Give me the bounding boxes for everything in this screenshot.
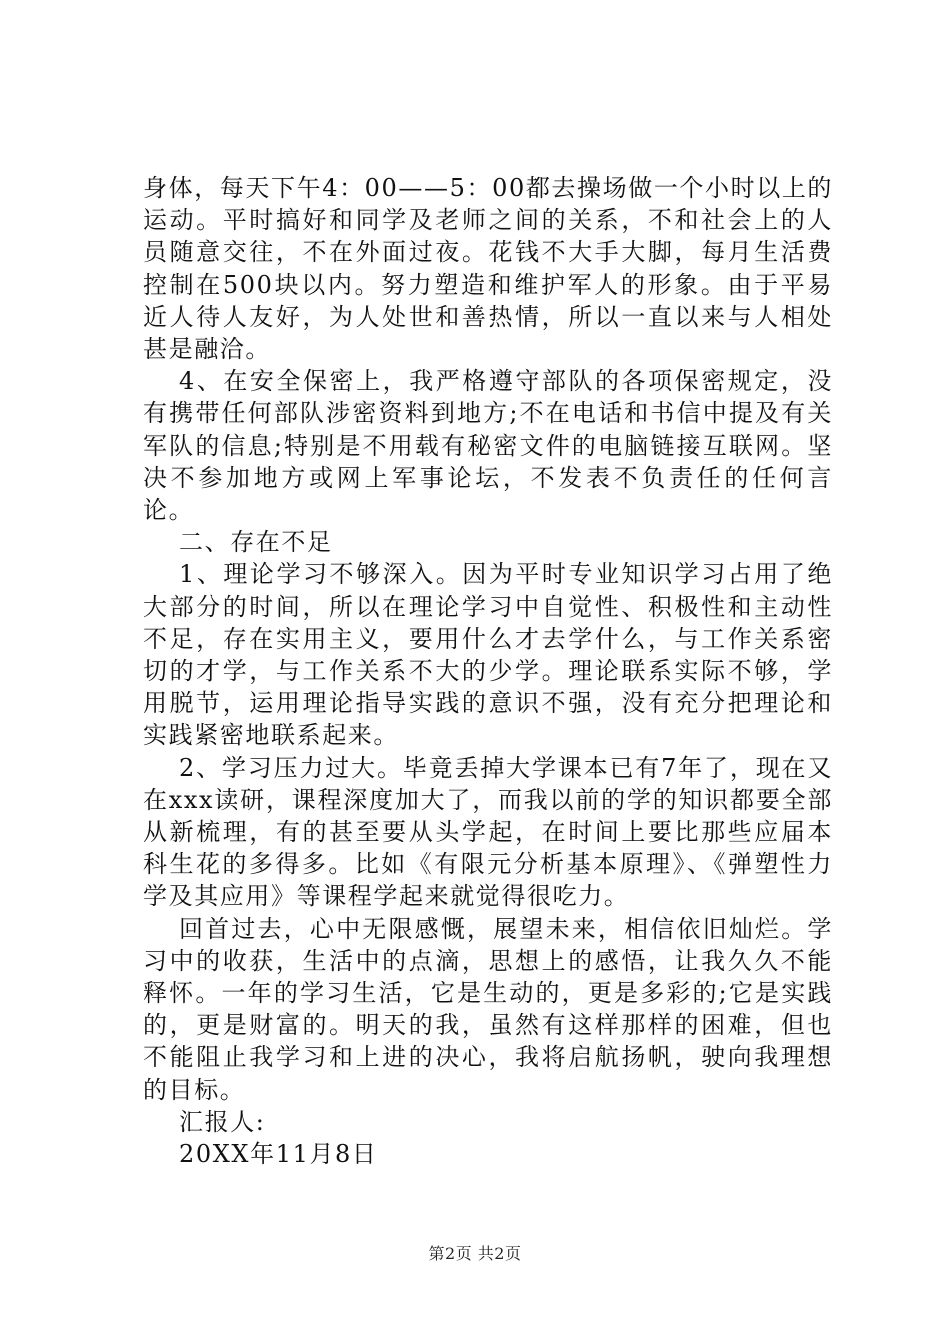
paragraph-conclusion: 回首过去，心中无限感慨，展望未来，相信依旧灿烂。学习中的收获，生活中的点滴，思想上的感悟，让我久久不能释怀。一年的学习生活，它是生动的，更是多彩的;它是实践的，更是财富的。明天的我，虽然有这样那样的困难，但也不能阻止我学习和上进的决心，我将启航扬帆，驶向我理想的目标。 [143,914,833,1104]
section-heading-shortcomings: 二、存在不足 [179,528,333,557]
reporter-label: 汇报人: [179,1107,266,1136]
page-number-footer: 第2页 共2页 [428,1244,522,1263]
paragraph-lifestyle: 身体，每天下午4：00——5：00都去操场做一个小时以上的运动。平时搞好和同学及老师之间的关系，不和社会上的人员随意交往，不在外面过夜。花钱不大手大脚，每月生活费控制在500块以内。努力塑造和维护军人的形象。由于平易近人待人友好，为人处世和善热情，所以一直以来与人相处甚是融洽。 [143,174,834,364]
report-date: 20XX年11月8日 [179,1140,378,1169]
paragraph-security: 4、在安全保密上，我严格遵守部队的各项保密规定，没有携带任何部队涉密资料到地方;不在电话和书信中提及有关军队的信息;特别是不用载有秘密文件的电脑链接互联网。坚决不参加地方或网上军事论坛，不发表不负责任的任何言论。 [143,367,833,525]
paragraph-theory-study: 1、理论学习不够深入。因为平时专业知识学习占用了绝大部分的时间，所以在理论学习中自觉性、积极性和主动性不足，存在实用主义，要用什么才去学什么，与工作关系密切的才学，与工作关系不大的少学。理论联系实际不够，学用脱节，运用理论指导实践的意识不强，没有充分把理论和实践紧密地联系起来。 [143,560,833,750]
paragraph-study-pressure: 2、学习压力过大。毕竟丢掉大学课本已有7年了，现在又在xxx读研，课程深度加大了，而我以前的学的知识都要全部从新梳理，有的甚至要从头学起，在时间上要比那些应届本科生花的多得多。比如《有限元分析基本原理》、《弹塑性力学及其应用》等课程学起来就觉得很吃力。 [143,753,833,911]
document-body [143,172,833,1170]
